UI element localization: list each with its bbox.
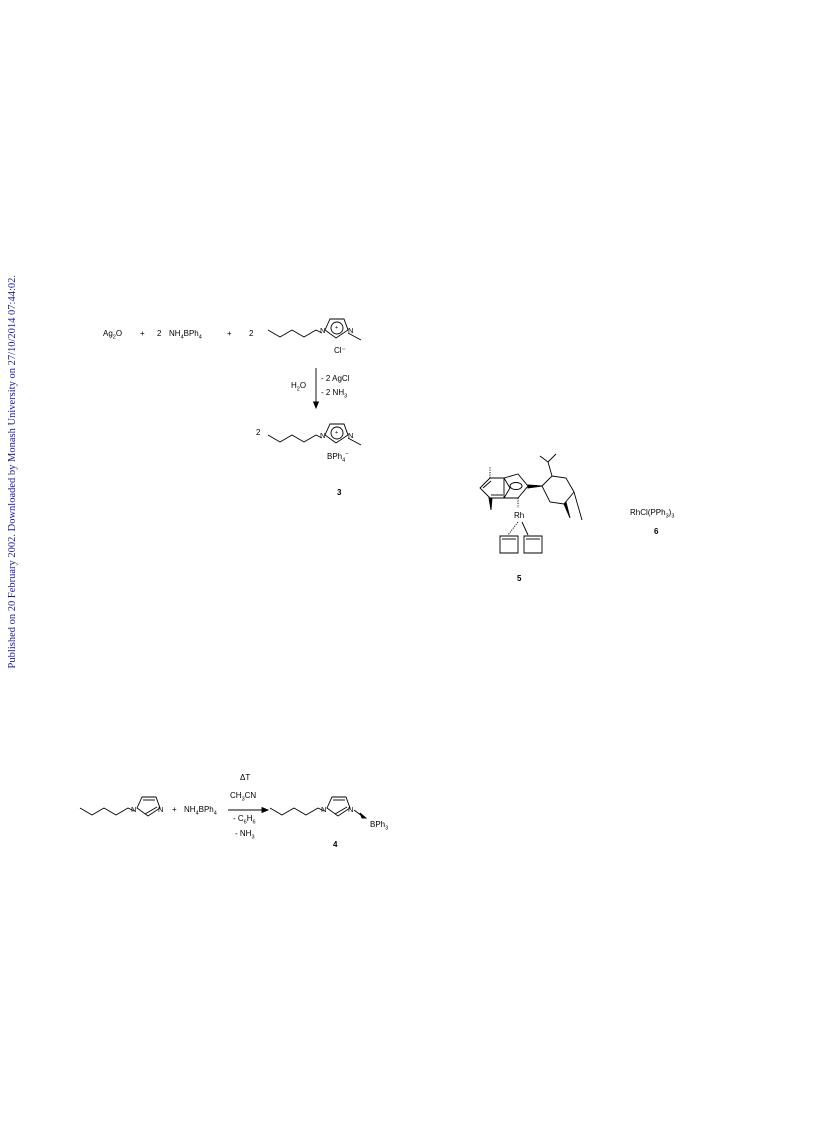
solvent-water: $H_2O$ [291,381,307,393]
download-notice-text: Published on 20 February 2002. Downloaded by Monash University on 27/10/2014 07:44:02. [7,275,18,669]
heat-condition: ΔT [240,773,251,782]
solvent-acetonitrile: $CH_3CN$ [230,791,257,803]
wilkinson-catalyst: $RhCl(PPh_3)_3$ [630,508,675,520]
reactant-nh4bph4: $NH_4BPh_4$ [169,329,202,341]
n-right-label: N [348,431,354,440]
charge-plus: + [335,430,339,436]
chloride-anion: Cl⁻ [334,346,346,355]
byproduct-agcl: - 2 AgCl [321,374,350,383]
coefficient: 2 [249,329,254,338]
tetraphenylborate-anion: BPh$_4$− [327,451,349,464]
plus-sign: + [140,329,145,338]
charge-plus: + [335,325,339,331]
compound-label-3: 3 [337,488,342,497]
byproduct-nh3: - 2 $NH_3$ [321,388,348,400]
coefficient: 2 [157,329,162,338]
reagent-nh4bph4: $NH_4BPh_4$ [184,805,217,817]
n-left-label: N [320,431,326,440]
compound-label-4: 4 [333,840,338,849]
byproduct-ammonia: - $NH_3$ [235,829,255,841]
plus-sign: + [172,805,177,814]
borane-adduct-structure [270,792,385,832]
compound-label-6: 6 [654,527,659,536]
n-left-label: N [320,326,326,335]
n-left-label: N [321,805,327,814]
compound-label-5: 5 [517,574,522,583]
n-right-label: N [348,326,354,335]
rhodium-label: Rh [514,511,525,520]
reactant-ag2o: $Ag_2O$ [103,329,123,341]
triphenylborane-group: BPh$_3$ [370,820,389,832]
plus-sign: + [227,329,232,338]
rhodium-indenyl-complex-structure [470,450,600,565]
byproduct-benzene: - $C_6H_6$ [233,814,256,826]
butylimidazole-structure [80,792,180,822]
product-coefficient: 2 [256,428,261,437]
n-right-label: N [158,805,164,814]
n-right-label: N [348,805,354,814]
download-notice [7,275,21,675]
n-left-label: N [131,805,137,814]
